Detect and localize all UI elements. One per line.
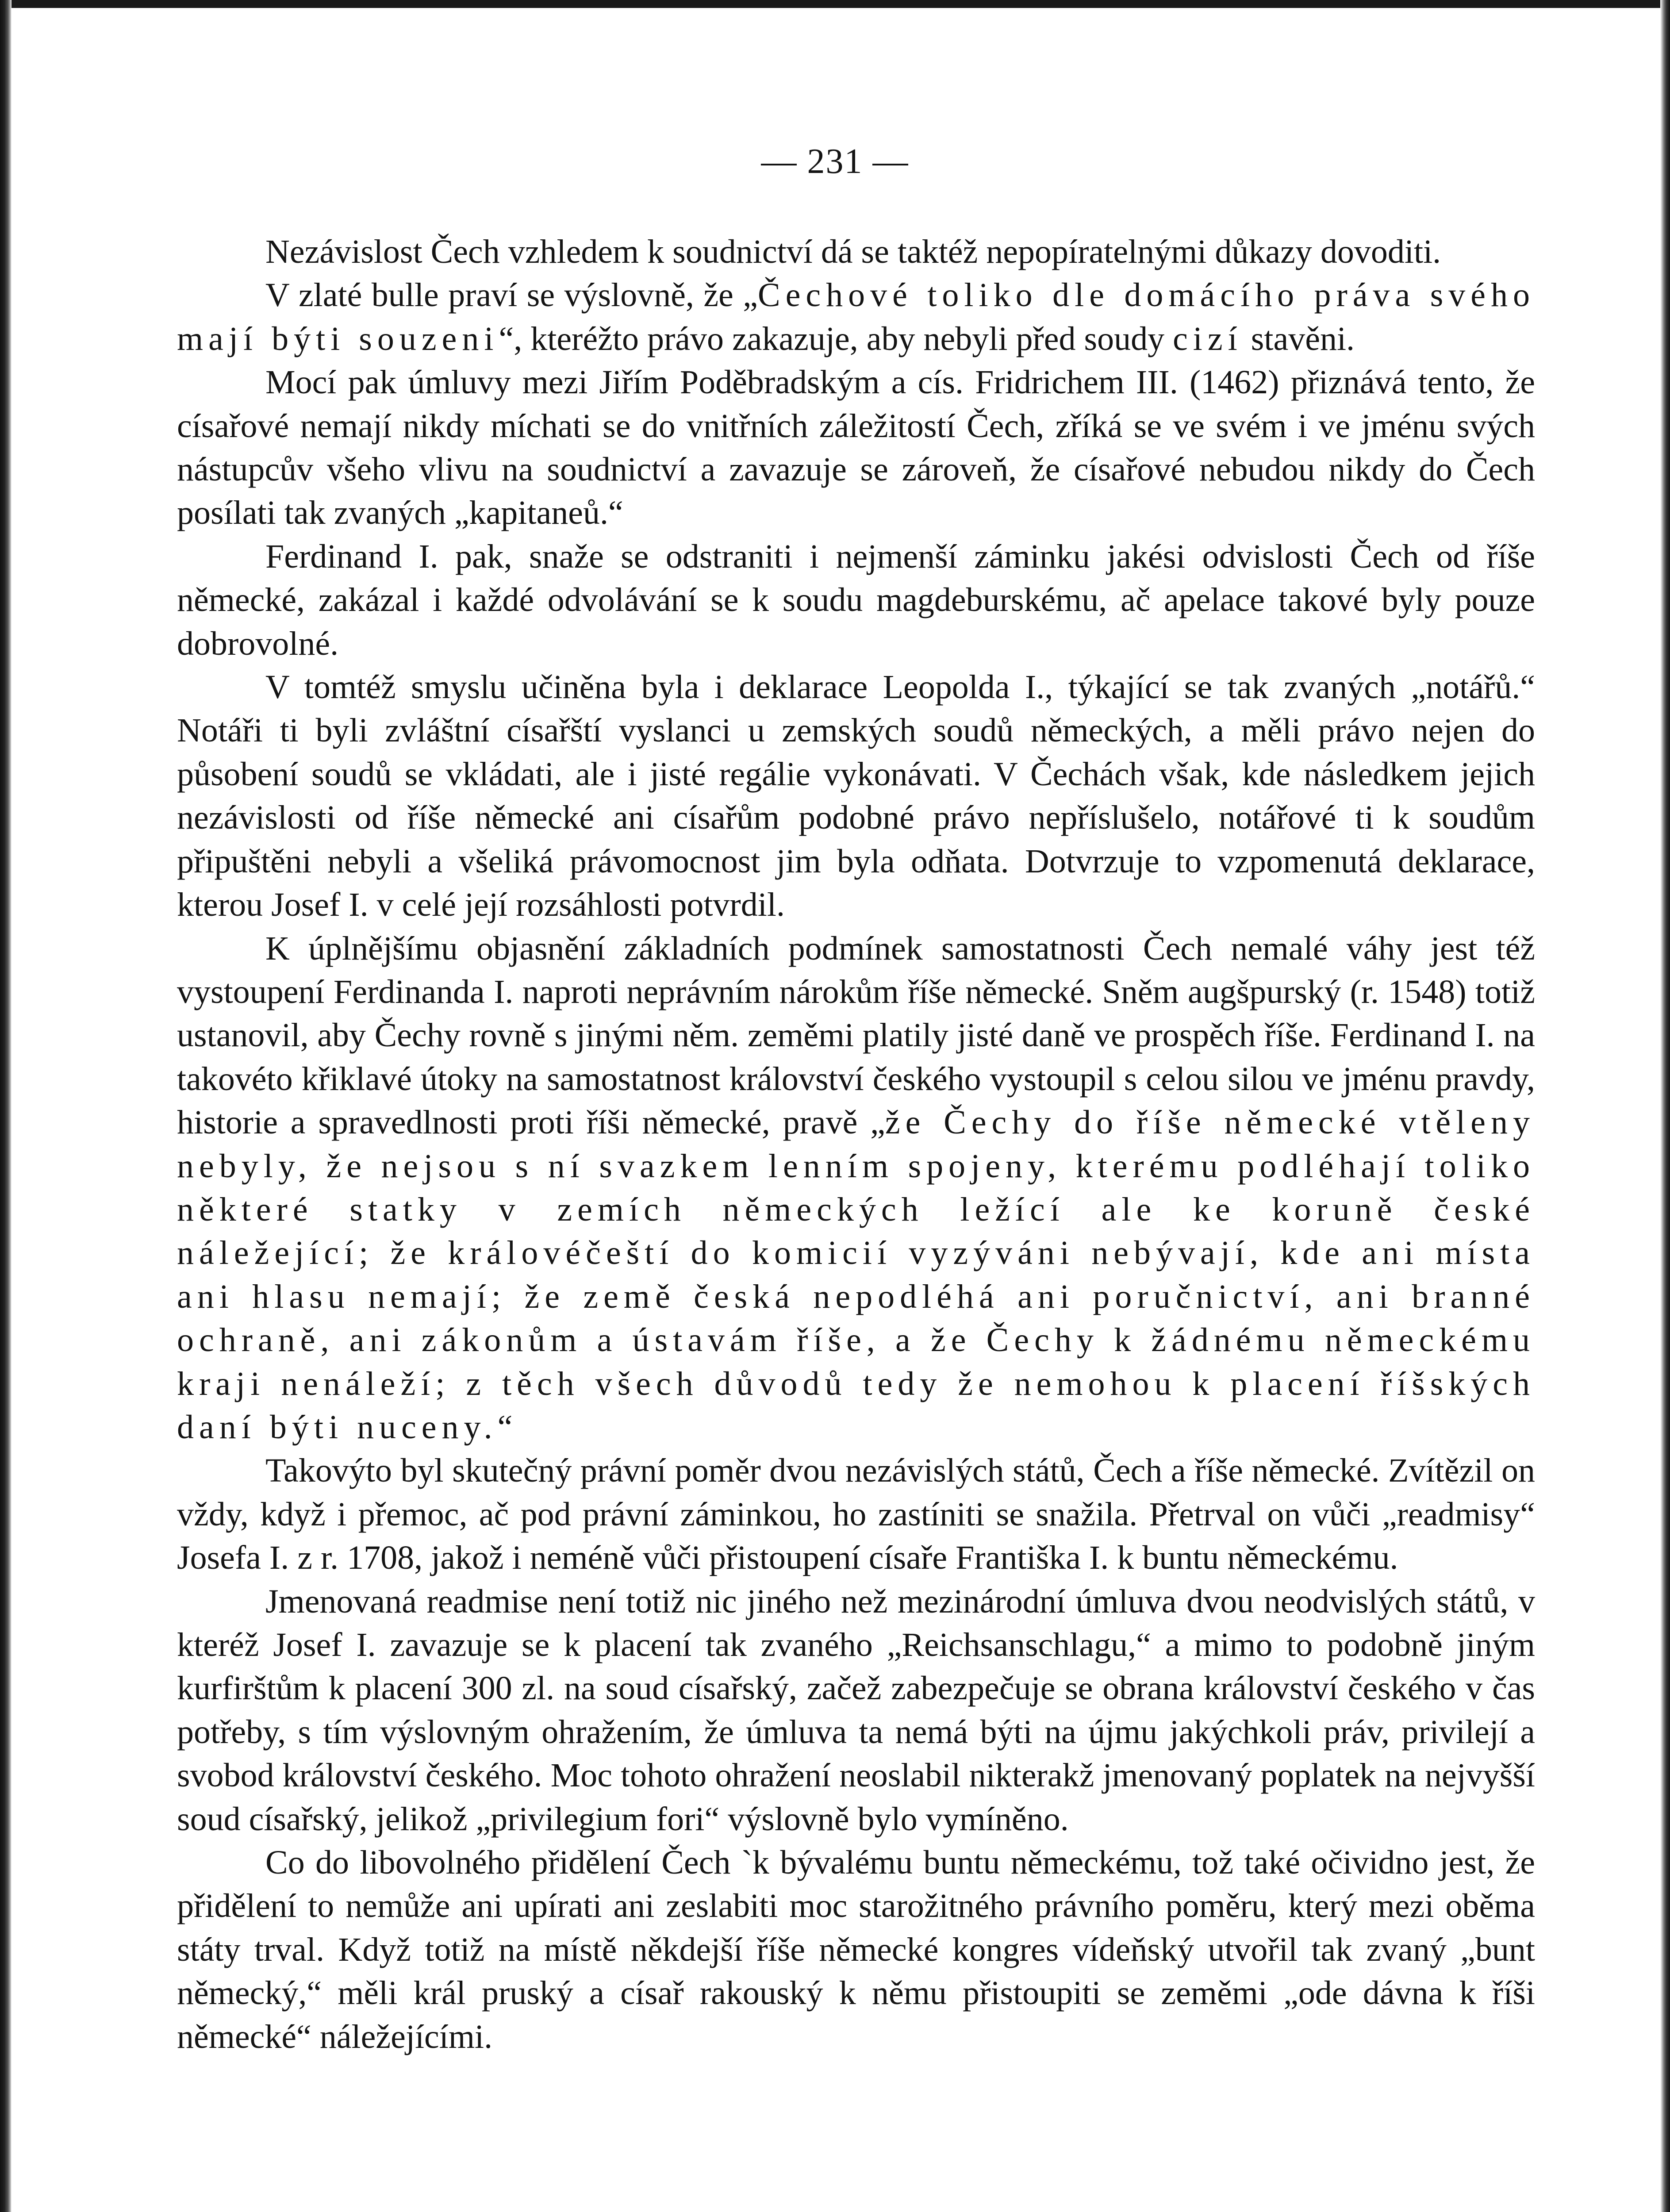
text-run: V zlaté bulle praví se výslovně, že „ [265,276,758,314]
paragraph [177,230,1535,273]
spaced-emphasis: že Čechy do říše německé vtěleny nebyly, že nejsou s ní svazkem lenním spojeny, kterému podléhají toliko některé statky v zemích německých ležící ale ke koruně české náležející; že královéčeští do komicií vyzýváni nebývají, kde ani místa ani hlasu nemají; že země česká nepodléhá ani poručnictví, ani branné ochraně, ani zákonům a ústavám říše, a že Čechy k žádnému německému kraji nenáleží; z těch všech důvodů tedy že nemohou k placení říšských daní býti nuceny. [177,1104,1536,1446]
text-body [177,230,1535,2058]
paragraph [177,665,1535,926]
text-run: K úplnějšímu objasnění základních podmínek samostatnosti Čech nemalé váhy jest též vystoupení Ferdinanda I. naproti neprávním nárokům říše německé. Sněm augšpurský (r. 1548) totiž ustanovil, aby Čechy rovně s jinými něm. zeměmi platily jisté daně ve prospěch říše. Ferdinand I. na takovéto křiklavé útoky na samostatnost království českého vystoupil s celou silou ve jménu pravdy, historie a spravedlnosti proti říši německé, pravě „ [177,929,1535,1141]
paragraph [177,1580,1535,1841]
paragraph [177,273,1535,361]
scan-edge-top [0,0,1670,8]
paragraph [177,927,1535,1449]
text-run: V tomtéž smyslu učiněna byla i deklarace Leopolda I., týkající se tak zvaných „notářů.“ Notáři ti byli zvláštní císařští vyslanci u zemských soudů německých, a měli právo nejen do působení soudů se vkládati, ale i jisté regálie vykonávati. V Čechách však, kde následkem jejich nezávislosti od říše německé ani císařům podobné právo nepříslušelo, notářové ti k soudům připuštěni nebyli a všeliká právomocnost jim byla odňata. Dotvrzuje to vzpomenutá deklarace, kterou Josef I. v celé její rozsáhlosti potvrdil. [177,668,1535,924]
text-run: Ferdinand I. pak, snaže se odstraniti i nejmenší záminku jakési odvislosti Čech od říše německé, zakázal i každé odvolávání se k soudu magdeburskému, ač apelace takové byly pouze dobrovolné. [177,538,1535,662]
text-run: “, kteréžto právo zakazuje, aby nebyli před soudy [499,320,1173,357]
text-run: Nezávislost Čech vzhledem k soudnictví dá se taktéž nepopíratelnými důkazy dovoditi. [265,233,1441,270]
text-run: Takovýto byl skutečný právní poměr dvou nezávislých států, Čech a říše německé. Zvítězil on vždy, když i přemoc, ač pod právní záminkou, ho zastíniti se snažila. Přetrval on vůči „readmisy“ Josefa I. z r. 1708, jakož i neméně vůči přistoupení císaře Františka I. k buntu německému. [177,1452,1535,1577]
scan-edge-right [1660,0,1670,2212]
text-run: Co do libovolného přidělení Čech `k bývalému buntu německému, tož také očividno jest, že přidělení to nemůže ani upírati ani zeslabiti moc starožitného právního poměru, který mezi oběma státy trval. Když totiž na místě někdejší říše německé kongres vídeňský utvořil tak zvaný „bunt německý,“ měli král pruský a císař rakouský k němu přistoupiti se zeměmi „ode dávna k říši německé“ náležejícími. [177,1844,1535,2055]
paragraph [177,361,1535,535]
paragraph [177,535,1535,665]
text-run: stavěni. [1242,320,1355,357]
scan-edge-left [0,0,12,2212]
spaced-emphasis: cizí [1173,320,1243,357]
spaced-emphasis: Čechové toliko dle domácího práva svého mají býti souzeni [177,276,1536,357]
page-number: — 231 — [761,142,909,181]
text-run: “ [497,1408,513,1446]
text-run: Jmenovaná readmise není totiž nic jiného než mezinárodní úmluva dvou neodvislých států, v kteréž Josef I. zavazuje se k placení tak zvaného „Reichsanschlagu,“ a mimo to podobně jiným kurfirštům k placení 300 zl. na soud císařský, začež zabezpečuje se obrana království českého v čas potřeby, s tím výslovným ohražením, že úmluva ta nemá býti na újmu jakýchkoli práv, privilejí a svobod království českého. Moc tohoto ohražení neoslabil nikterakž jmenovaný poplatek na nejvyšší soud císařský, jelikož „privilegium fori“ výslovně bylo vymíněno. [177,1582,1535,1838]
text-run: Mocí pak úmluvy mezi Jiřím Poděbradským a cís. Fridrichem III. (1462) přiznává tento, že císařové nemají nikdy míchati se do vnitřních záležitostí Čech, zříká se ve svém i ve jménu svých nástupcův všeho vlivu na soudnictví a zavazuje se zároveň, že císařové nebudou nikdy do Čech posílati tak zvaných „kapitaneů.“ [177,364,1535,532]
paragraph [177,1449,1535,1579]
paragraph [177,1841,1535,2058]
